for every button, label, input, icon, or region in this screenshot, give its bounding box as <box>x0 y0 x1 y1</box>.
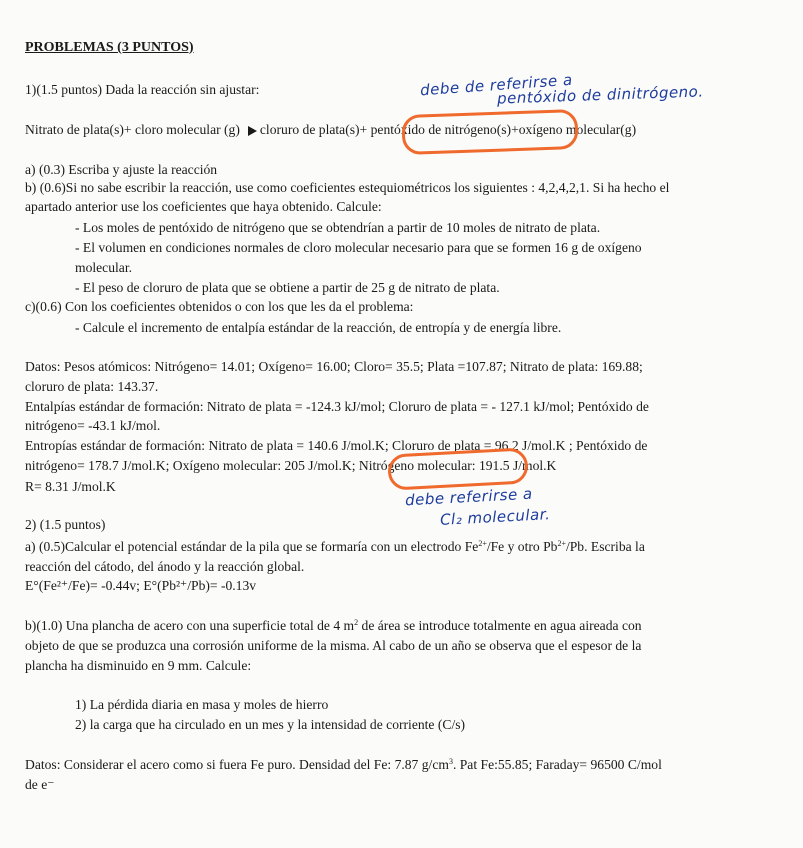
p2-part-b-line2: objeto de que se produzca una corrosión uniforme de la misma. Al cabo de un año se observa que el espesor de la <box>25 638 642 653</box>
p1-part-c-line1: c)(0.6) Con los coeficientes obtenidos o con los que les da el problema: <box>25 299 414 314</box>
p2-part-b-item1: 1) La pérdida diaria en masa y moles de hierro <box>75 697 329 712</box>
p2-b-sup: 2 <box>354 618 359 627</box>
p2-data-line2: de e⁻ <box>25 777 55 792</box>
handwritten-note-2a: debe referirse a <box>404 484 534 510</box>
p2-part-a-line2: reacción del cátodo, del ánodo y la reacción global. <box>25 559 305 574</box>
p2-b-text2: de área se introduce totalmente en agua aireada con <box>358 618 642 633</box>
p1-data-line6-start: nitrógeno= 178.7 J/mol.K; Oxígeno molecular: 205 J/mol.K; <box>25 458 356 473</box>
p1-part-c-line2: - Calcule el incremento de entalpía estándar de la reacción, de entropía y de energía libre. <box>75 320 562 335</box>
p2-a-text3: /Pb. Escriba la <box>565 539 645 554</box>
handwritten-note-2b: Cl₂ molecular. <box>439 505 551 529</box>
circled-nitrogen-molecular: Nitrógeno molecular: <box>358 458 476 473</box>
p2-part-b-line3: plancha ha disminuido en 9 mm. Calcule: <box>25 658 252 673</box>
reaction-reactants: Nitrato de plata(s)+ cloro molecular (g) <box>25 122 240 137</box>
p1-part-b-line1: b) (0.6)Si no sabe escribir la reacción, use como coeficientes estequiométricos los siguientes : 4,2,4,2,1. Si ha hecho el <box>25 180 670 195</box>
p2-part-b-line1 <box>25 618 642 634</box>
p2-a-text2: /Fe y otro Pb <box>486 539 558 554</box>
reaction-product-1: cloruro de plata(s)+ <box>259 122 368 137</box>
reaction-arrow-icon <box>248 126 257 136</box>
p1-part-b-item2-cont: molecular. <box>75 260 132 275</box>
reaction-product-circled: pentóxido de nitrógeno(s) <box>370 122 512 137</box>
p1-data-line5: Entropías estándar de formación: Nitrato de plata = 140.6 J/mol.K; Cloruro de plata = 96.2 J/mol.K ; Pentóxido de <box>25 438 648 453</box>
p2-part-b-item2: 2) la carga que ha circulado en un mes y la intensidad de corriente (C/s) <box>75 717 466 732</box>
p1-data-line6-end: 191.5 J/mol.K <box>475 458 557 473</box>
handwritten-note-1b: pentóxido de dinitrógeno. <box>496 82 704 108</box>
p1-part-b-item2: - El volumen en condiciones normales de cloro molecular necesario para que se formen 16 g de oxígeno <box>75 240 642 255</box>
p2-b-text1: b)(1.0) Una plancha de acero con una superficie total de 4 m <box>25 618 355 633</box>
p2-a-sup2: 2+ <box>557 539 566 548</box>
p2-data-text2: . Pat Fe:55.85; Faraday= 96500 C/mol <box>452 757 662 772</box>
p1-data-line3: Entalpías estándar de formación: Nitrato de plata = -124.3 kJ/mol; Cloruro de plata = - 127.1 kJ/mol; Pentóxido de <box>25 399 649 414</box>
p1-part-b-item3: - El peso de cloruro de plata que se obtiene a partir de 25 g de nitrato de plata. <box>75 280 500 295</box>
p1-part-b-item1: - Los moles de pentóxido de nitrógeno que se obtendrían a partir de 10 moles de nitrato de plata. <box>75 220 601 235</box>
p2-a-text1: a) (0.5)Calcular el potencial estándar de la pila que se formaría con un electrodo Fe <box>25 539 479 554</box>
problem1-intro: 1)(1.5 puntos) Dada la reacción sin ajustar: <box>25 82 260 97</box>
p1-data-line2: cloruro de plata: 143.37. <box>25 379 159 394</box>
highlight-circle-2 <box>387 447 529 490</box>
p2-part-a-line3: E°(Fe²⁺/Fe)= -0.44v; E°(Pb²⁺/Pb)= -0.13v <box>25 578 257 593</box>
problem2-intro: 2) (1.5 puntos) <box>25 517 106 532</box>
p1-data-line1: Datos: Pesos atómicos: Nitrógeno= 14.01; Oxígeno= 16.00; Cloro= 35.5; Plata =107.87; Nitrato de plata: 169.88; <box>25 359 643 374</box>
p2-data-line1 <box>25 757 662 773</box>
handwritten-note-1a: debe de referirse a <box>419 70 574 100</box>
page-title: PROBLEMAS (3 PUNTOS) <box>25 40 194 55</box>
p2-a-sup1: 2+ <box>478 539 487 548</box>
p1-part-b-line2: apartado anterior use los coeficientes que haya obtenido. Calcule: <box>25 199 382 214</box>
p2-data-text1: Datos: Considerar el acero como si fuera Fe puro. Densidad del Fe: 7.87 g/cm <box>25 757 449 772</box>
reaction-product-3: +oxígeno molecular(g) <box>511 122 637 137</box>
p1-data-line4: nitrógeno= -43.1 kJ/mol. <box>25 418 161 433</box>
p1-data-line7: R= 8.31 J/mol.K <box>25 479 116 494</box>
p1-part-a: a) (0.3) Escriba y ajuste la reacción <box>25 162 218 177</box>
p2-data-sup: 3 <box>448 757 453 766</box>
p2-part-a-line1 <box>25 539 645 555</box>
highlight-circle-1 <box>401 109 578 155</box>
